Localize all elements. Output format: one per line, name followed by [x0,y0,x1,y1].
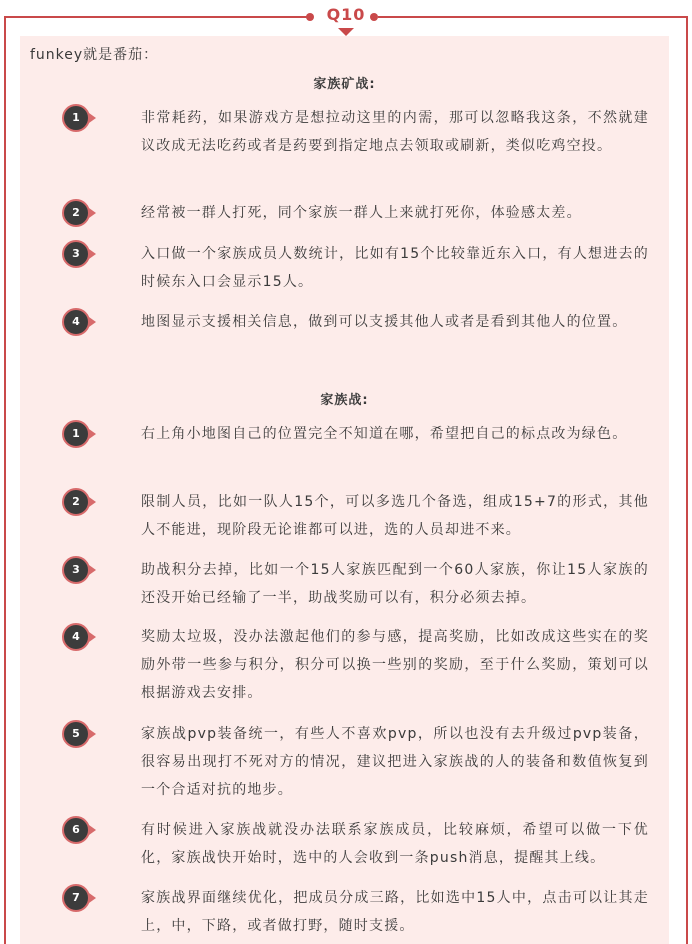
item-text: 右上角小地图自己的位置完全不知道在哪，希望把自己的标点改为绿色。 [141,426,628,442]
number-badge: 5 [62,720,90,748]
item-text: 奖励太垃圾，没办法激起他们的参与感，提高奖励，比如改成这些实在的奖励外带一些参与积分，积分可以换一些别的奖励，至于什么奖励，策划可以根据游戏去安排。 [141,629,649,701]
section-heading-mine-war: 家族矿战: [313,77,376,92]
number-badge: 1 [62,420,90,448]
number-badge: 2 [62,199,90,227]
item-text: 地图显示支援相关信息，做到可以支援其他人或者是看到其他人的位置。 [141,314,628,330]
section-heading-family-war: 家族战: [320,393,369,408]
item-text: 助战积分去掉，比如一个15人家族匹配到一个60人家族，你让15人家族的还没开始已经输了一半，助战奖励可以有，积分必须去掉。 [141,562,649,606]
item-text: 经常被一群人打死，同个家族一群人上来就打死你，体验感太差。 [141,205,582,221]
number-badge: 1 [62,104,90,132]
item-text: 家族战界面继续优化，把成员分成三路，比如选中15人中，点击可以让其走上，中，下路，或者做打野，随时支援。 [141,890,649,934]
number-badge: 6 [62,816,90,844]
question-label: Q10 [326,5,366,24]
number-badge: 3 [62,556,90,584]
item-text: 有时候进入家族战就没办法联系家族成员，比较麻烦，希望可以做一下优化，家族战快开始时，选中的人会收到一条push消息，提醒其上线。 [141,822,649,866]
header-dot-left [306,13,314,21]
frame-border-left [4,17,6,944]
number-badge: 2 [62,488,90,516]
item-text: 家族战pvp装备统一，有些人不喜欢pvp，所以也没有去升级过pvp装备，很容易出现打不死对方的情况，建议把进入家族战的人的装备和数值恢复到一个合适对抗的地步。 [141,726,649,798]
frame-border-right [686,17,688,944]
header-notch [338,28,354,36]
number-badge: 7 [62,884,90,912]
item-text: 限制人员，比如一队人15个，可以多选几个备选，组成15+7的形式，其他人不能进，现阶段无论谁都可以进，选的人员却进不来。 [141,494,649,538]
item-text: 非常耗药，如果游戏方是想拉动这里的内需，那可以忽略我这条，不然就建议改成无法吃药或者是药要到指定地点去领取或刷新，类似吃鸡空投。 [141,110,649,154]
header-rule-right [378,16,688,18]
header-rule-left [4,16,310,18]
header-dot-right [370,13,378,21]
item-text: 入口做一个家族成员人数统计，比如有15个比较靠近东入口，有人想进去的时候东入口会显示15人。 [141,246,649,290]
number-badge: 4 [62,308,90,336]
number-badge: 3 [62,240,90,268]
number-badge: 4 [62,623,90,651]
intro-text: funkey就是番茄： [30,47,159,63]
